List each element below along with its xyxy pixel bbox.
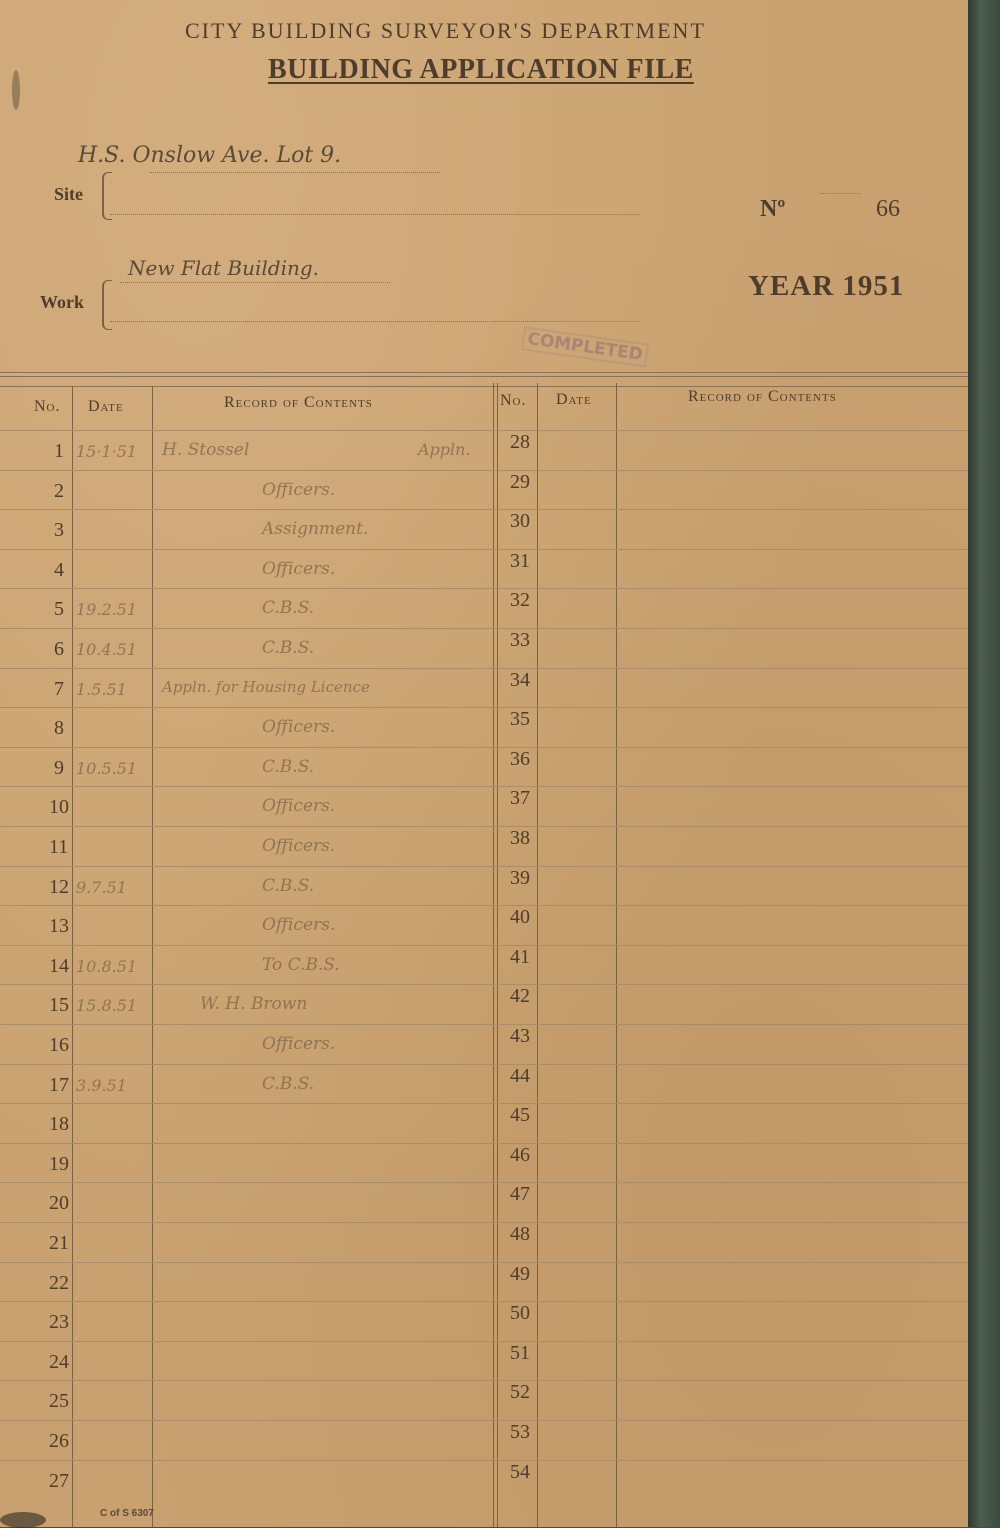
work-brace xyxy=(102,280,112,330)
row-rule xyxy=(0,628,972,629)
row-record: W. H. Brown xyxy=(200,994,308,1014)
col-header-date-right: Date xyxy=(556,391,592,408)
col-divider-date-record-right xyxy=(616,383,617,1527)
row-number-left: 7 xyxy=(54,678,64,700)
row-record: Officers. xyxy=(262,480,336,500)
row-rule xyxy=(0,1143,972,1144)
row-date: 3.9.51 xyxy=(76,1076,127,1095)
row-number-right: 50 xyxy=(510,1302,530,1324)
row-number-right: 41 xyxy=(510,946,530,968)
row-number-left: 8 xyxy=(54,717,64,739)
col-divider-no-date-right xyxy=(537,383,538,1527)
row-rule xyxy=(0,1420,972,1421)
row-number-left: 25 xyxy=(49,1390,69,1412)
row-rule xyxy=(0,945,972,946)
site-brace xyxy=(102,172,112,220)
row-number-left: 11 xyxy=(49,836,69,858)
row-record: Officers. xyxy=(262,1034,336,1054)
row-number-left: 2 xyxy=(54,480,64,502)
row-number-right: 43 xyxy=(510,1025,530,1047)
col-divider-center-2 xyxy=(497,383,498,1527)
row-number-left: 10 xyxy=(49,796,69,818)
row-date: 15.8.51 xyxy=(76,996,138,1015)
row-record: To C.B.S. xyxy=(262,955,340,975)
row-number-right: 53 xyxy=(510,1421,530,1443)
row-number-right: 52 xyxy=(510,1381,530,1403)
row-date: 9.7.51 xyxy=(76,878,127,897)
row-number-left: 14 xyxy=(49,955,69,977)
row-number-left: 5 xyxy=(54,598,64,620)
binding-spine xyxy=(968,0,1000,1527)
row-rule xyxy=(0,1222,972,1223)
row-number-right: 37 xyxy=(510,787,530,809)
row-rule xyxy=(0,1103,972,1104)
row-record: Appln. for Housing Licence xyxy=(162,678,370,696)
row-number-right: 34 xyxy=(510,669,530,691)
work-dotted-line xyxy=(120,282,390,283)
row-number-right: 30 xyxy=(510,510,530,532)
work-dotted-line-2 xyxy=(110,321,640,322)
row-number-right: 39 xyxy=(510,867,530,889)
row-rule xyxy=(0,1182,972,1183)
site-dotted-line-2 xyxy=(110,214,640,215)
row-number-left: 23 xyxy=(49,1311,69,1333)
row-number-left: 19 xyxy=(49,1153,69,1175)
row-record: C.B.S. xyxy=(262,638,315,658)
row-number-left: 22 xyxy=(49,1272,69,1294)
row-number-right: 42 xyxy=(510,985,530,1007)
row-number-right: 33 xyxy=(510,629,530,651)
table-top-rule xyxy=(0,372,972,373)
row-number-right: 49 xyxy=(510,1263,530,1285)
file-year: YEAR 1951 xyxy=(748,270,905,302)
row-number-right: 32 xyxy=(510,589,530,611)
row-record: Officers. xyxy=(262,915,336,935)
row-date: 15·1·51 xyxy=(76,442,138,461)
row-rule xyxy=(0,509,972,510)
row-record: H. Stossel xyxy=(162,440,250,460)
row-number-right: 46 xyxy=(510,1144,530,1166)
row-rule xyxy=(0,1301,972,1302)
row-record: Officers. xyxy=(262,559,336,579)
file-number-label: Nº xyxy=(760,196,786,222)
site-label: Site xyxy=(54,184,83,204)
row-number-left: 6 xyxy=(54,638,64,660)
row-rule xyxy=(0,826,972,827)
row-number-right: 35 xyxy=(510,708,530,730)
row-number-left: 3 xyxy=(54,519,64,541)
col-header-record-right: Record of Contents xyxy=(688,388,837,405)
row-number-left: 16 xyxy=(49,1034,69,1056)
row-note: Appln. xyxy=(418,440,471,459)
row-rule xyxy=(0,707,972,708)
row-number-left: 12 xyxy=(49,876,69,898)
site-dotted-line xyxy=(150,172,440,173)
row-rule xyxy=(0,1380,972,1381)
row-rule xyxy=(0,786,972,787)
row-record: Assignment. xyxy=(262,519,369,539)
row-date: 10.8.51 xyxy=(76,957,138,976)
row-number-right: 51 xyxy=(510,1342,530,1364)
wear-mark xyxy=(12,70,20,110)
row-record: C.B.S. xyxy=(262,598,315,618)
row-record: Officers. xyxy=(262,796,336,816)
row-number-right: 44 xyxy=(510,1065,530,1087)
row-number-left: 20 xyxy=(49,1192,69,1214)
row-number-left: 27 xyxy=(49,1470,69,1492)
row-rule xyxy=(0,430,972,431)
work-label: Work xyxy=(40,292,85,312)
row-rule xyxy=(0,1024,972,1025)
row-rule xyxy=(0,1341,972,1342)
row-number-right: 38 xyxy=(510,827,530,849)
row-number-right: 47 xyxy=(510,1183,530,1205)
row-number-left: 9 xyxy=(54,757,64,779)
row-number-right: 40 xyxy=(510,906,530,928)
form-code: C of S 6307 xyxy=(100,1508,154,1519)
row-rule xyxy=(0,1064,972,1065)
table-header-top xyxy=(0,386,972,387)
wear-mark-bottom xyxy=(0,1512,46,1528)
row-date: 10.5.51 xyxy=(76,759,138,778)
row-number-left: 26 xyxy=(49,1430,69,1452)
col-divider-center-1 xyxy=(493,383,494,1527)
col-header-record-left: Record of Contents xyxy=(224,394,373,411)
row-rule xyxy=(0,866,972,867)
col-divider-no-date-left xyxy=(72,386,73,1527)
row-date: 10.4.51 xyxy=(76,640,138,659)
row-record: Officers. xyxy=(262,717,336,737)
row-number-left: 4 xyxy=(54,559,64,581)
row-rule xyxy=(0,1460,972,1461)
row-date: 1.5.51 xyxy=(76,680,127,699)
row-record: C.B.S. xyxy=(262,757,315,777)
row-number-left: 24 xyxy=(49,1351,69,1373)
row-rule xyxy=(0,588,972,589)
file-number-dash xyxy=(820,193,860,194)
file-title: BUILDING APPLICATION FILE xyxy=(268,54,694,85)
row-number-right: 54 xyxy=(510,1461,530,1483)
row-rule xyxy=(0,1262,972,1263)
col-header-date-left: Date xyxy=(88,398,124,415)
row-rule xyxy=(0,470,972,471)
row-number-right: 28 xyxy=(510,431,530,453)
completed-stamp: COMPLETED xyxy=(521,326,649,367)
row-rule xyxy=(0,668,972,669)
row-record: Officers. xyxy=(262,836,336,856)
col-header-no-right: No. xyxy=(500,392,527,409)
row-number-right: 48 xyxy=(510,1223,530,1245)
work-value: New Flat Building. xyxy=(128,256,320,280)
row-record: C.B.S. xyxy=(262,876,315,896)
row-number-left: 13 xyxy=(49,915,69,937)
row-number-right: 29 xyxy=(510,471,530,493)
row-number-left: 1 xyxy=(54,440,64,462)
row-rule xyxy=(0,984,972,985)
file-number: 66 xyxy=(876,196,900,222)
row-number-right: 31 xyxy=(510,550,530,572)
row-number-left: 21 xyxy=(49,1232,69,1254)
row-rule xyxy=(0,549,972,550)
row-rule xyxy=(0,747,972,748)
row-record: C.B.S. xyxy=(262,1074,315,1094)
department-name: CITY BUILDING SURVEYOR'S DEPARTMENT xyxy=(185,18,706,43)
site-value: H.S. Onslow Ave. Lot 9. xyxy=(78,143,342,168)
row-number-left: 18 xyxy=(49,1113,69,1135)
col-header-no-left: No. xyxy=(34,398,61,415)
table-top-rule-2 xyxy=(0,376,972,377)
col-divider-date-record-left xyxy=(152,386,153,1527)
row-number-right: 45 xyxy=(510,1104,530,1126)
row-number-left: 17 xyxy=(49,1074,69,1096)
row-number-left: 15 xyxy=(49,994,69,1016)
row-number-right: 36 xyxy=(510,748,530,770)
row-date: 19.2.51 xyxy=(76,600,138,619)
row-rule xyxy=(0,905,972,906)
